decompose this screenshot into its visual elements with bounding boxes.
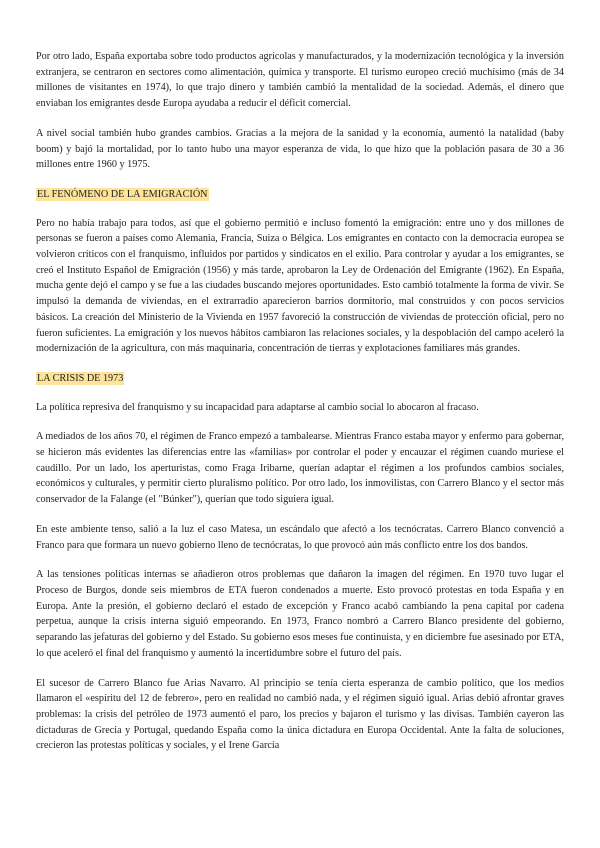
- section-heading-crisis: [36, 371, 564, 387]
- paragraph-crisis-intro: La política represiva del franquismo y su incapacidad para adaptarse al cambio social lo abocaron al fracaso.: [36, 401, 479, 413]
- paragraph-political-tensions: A las tensiones políticas internas se añadieron otros problemas que dañaron la imagen del régimen. En 1970 tuvo lugar el Proceso de Burgos, donde seis miembros de ETA fueron condenados a muerte. Esto provocó protestas en toda España y en Europa. Ante la presión, el gobierno declaró el estado de excepción y Franco acabó cambiando la pena capital por cadena perpetua, aunque la crisis interna siguió empeorando. En 1973, Franco nombró a Carrero Blanco presidente del gobierno, separando las jefaturas del gobierno y del Estado. Su gobierno esos meses fue continuista, y en diciembre fue asesinado por ETA, lo que aceleró el final del franquismo y aumentó la incertidumbre sobre el futuro del país.: [36, 569, 564, 659]
- section-heading-emigration: [36, 187, 564, 203]
- paragraph-arias-navarro: El sucesor de Carrero Blanco fue Arias Navarro. Al principio se tenía cierta esperanza de cambio político, que los medios llamaron el «espíritu del 12 de febrero», pero en realidad no cambió nada, y el régimen siguió igual. Arias debió afrontar graves problemas: la crisis del petróleo de 1973 aumentó el paro, los precios y bajaron el turismo y las divisas. También cayeron las dictaduras de Grecia y Portugal, quedando España como la única dictadura en Europa Occidental. Ante la falta de soluciones, crecieron las protestas políticas y sociales, y el Irene García: [36, 677, 564, 752]
- paragraph-emigration: Pero no había trabajo para todos, así que el gobierno permitió e incluso fomentó la emigración: entre uno y dos millones de personas se fueron a países como Alemania, Francia, Suiza o Bélgica. Los emigrantes en contacto con la democracia europea se volvieron críticos con el franquismo, influidos por partidos y sindicatos en el exilio. Para controlar y ayudar a los emigrantes, se creó el Instituto Español de Emigración (1956) y más tarde, aprobaron la Ley de Ordenación del Emigrante (1962). En España, mucha gente dejó el campo y se fue a las ciudades buscando mejores oportunidades. Esto cambió totalmente la forma de vivir. Se impulsó la demanda de viviendas, en el extrarradio aparecieron barrios dormitorio, mal construidos y con pocos servicios básicos. La creación del Ministerio de la Vivienda en 1957 favoreció la construcción de viviendas de protección oficial, pero no fueron suficientes. La emigración y los nuevos hábitos cambiaron las relaciones sociales, y la despoblación del campo aceleró la modernización de la agricultura, con más maquinaria, concentración de tierras y explotaciones familiares más grandes.: [36, 217, 564, 355]
- paragraph-regime-decline: A mediados de los años 70, el régimen de Franco empezó a tambalearse. Mientras Franco estaba mayor y enfermo para gobernar, se hicieron más evidentes las diferencias entre las «familias» por controlar el poder y encauzar el régimen cuando muriese el caudillo. Por un lado, los aperturistas, como Fraga Iribarne, querían adaptar el régimen a los profundos cambios sociales, económicos y culturales, y permitir cierto pluralismo político. Por otro lado, los inmovilistas, con Carrero Blanco y el sector más conservador de la Falange (el "Búnker"), querían que todo siguiera igual.: [36, 431, 564, 506]
- paragraph-economy: Por otro lado, España exportaba sobre todo productos agrícolas y manufacturados, y la modernización tecnológica y la inversión extranjera, se centraron en sectores como alimentación, química y transporte. El turismo europeo creció muchísimo (más de 34 millones de visitantes en 1974), lo que trajo dinero y también cambió la mentalidad de la sociedad. Además, el dinero que enviaban los emigrantes desde Europa ayudaba a reducir el déficit comercial.: [36, 51, 564, 110]
- paragraph-social-changes: A nivel social también hubo grandes cambios. Gracias a la mejora de la sanidad y la economía, aumentó la natalidad (baby boom) y bajó la mortalidad, por lo tanto hubo una mayor esperanza de vida, lo que hizo que la población pasara de 30 a 36 millones entre 1960 y 1975.: [36, 127, 564, 171]
- heading-crisis-text: LA CRISIS DE 1973: [37, 372, 124, 384]
- heading-emigration-text: EL FENÓMENO DE LA EMIGRACIÓN: [37, 188, 208, 200]
- paragraph-matesa: En este ambiente tenso, salió a la luz el caso Matesa, un escándalo que afectó a los tecnócratas. Carrero Blanco convenció a Franco para que formara un nuevo gobierno lleno de tecnócratas, lo que provocó aún más conflicto entre los dos bandos.: [36, 523, 564, 551]
